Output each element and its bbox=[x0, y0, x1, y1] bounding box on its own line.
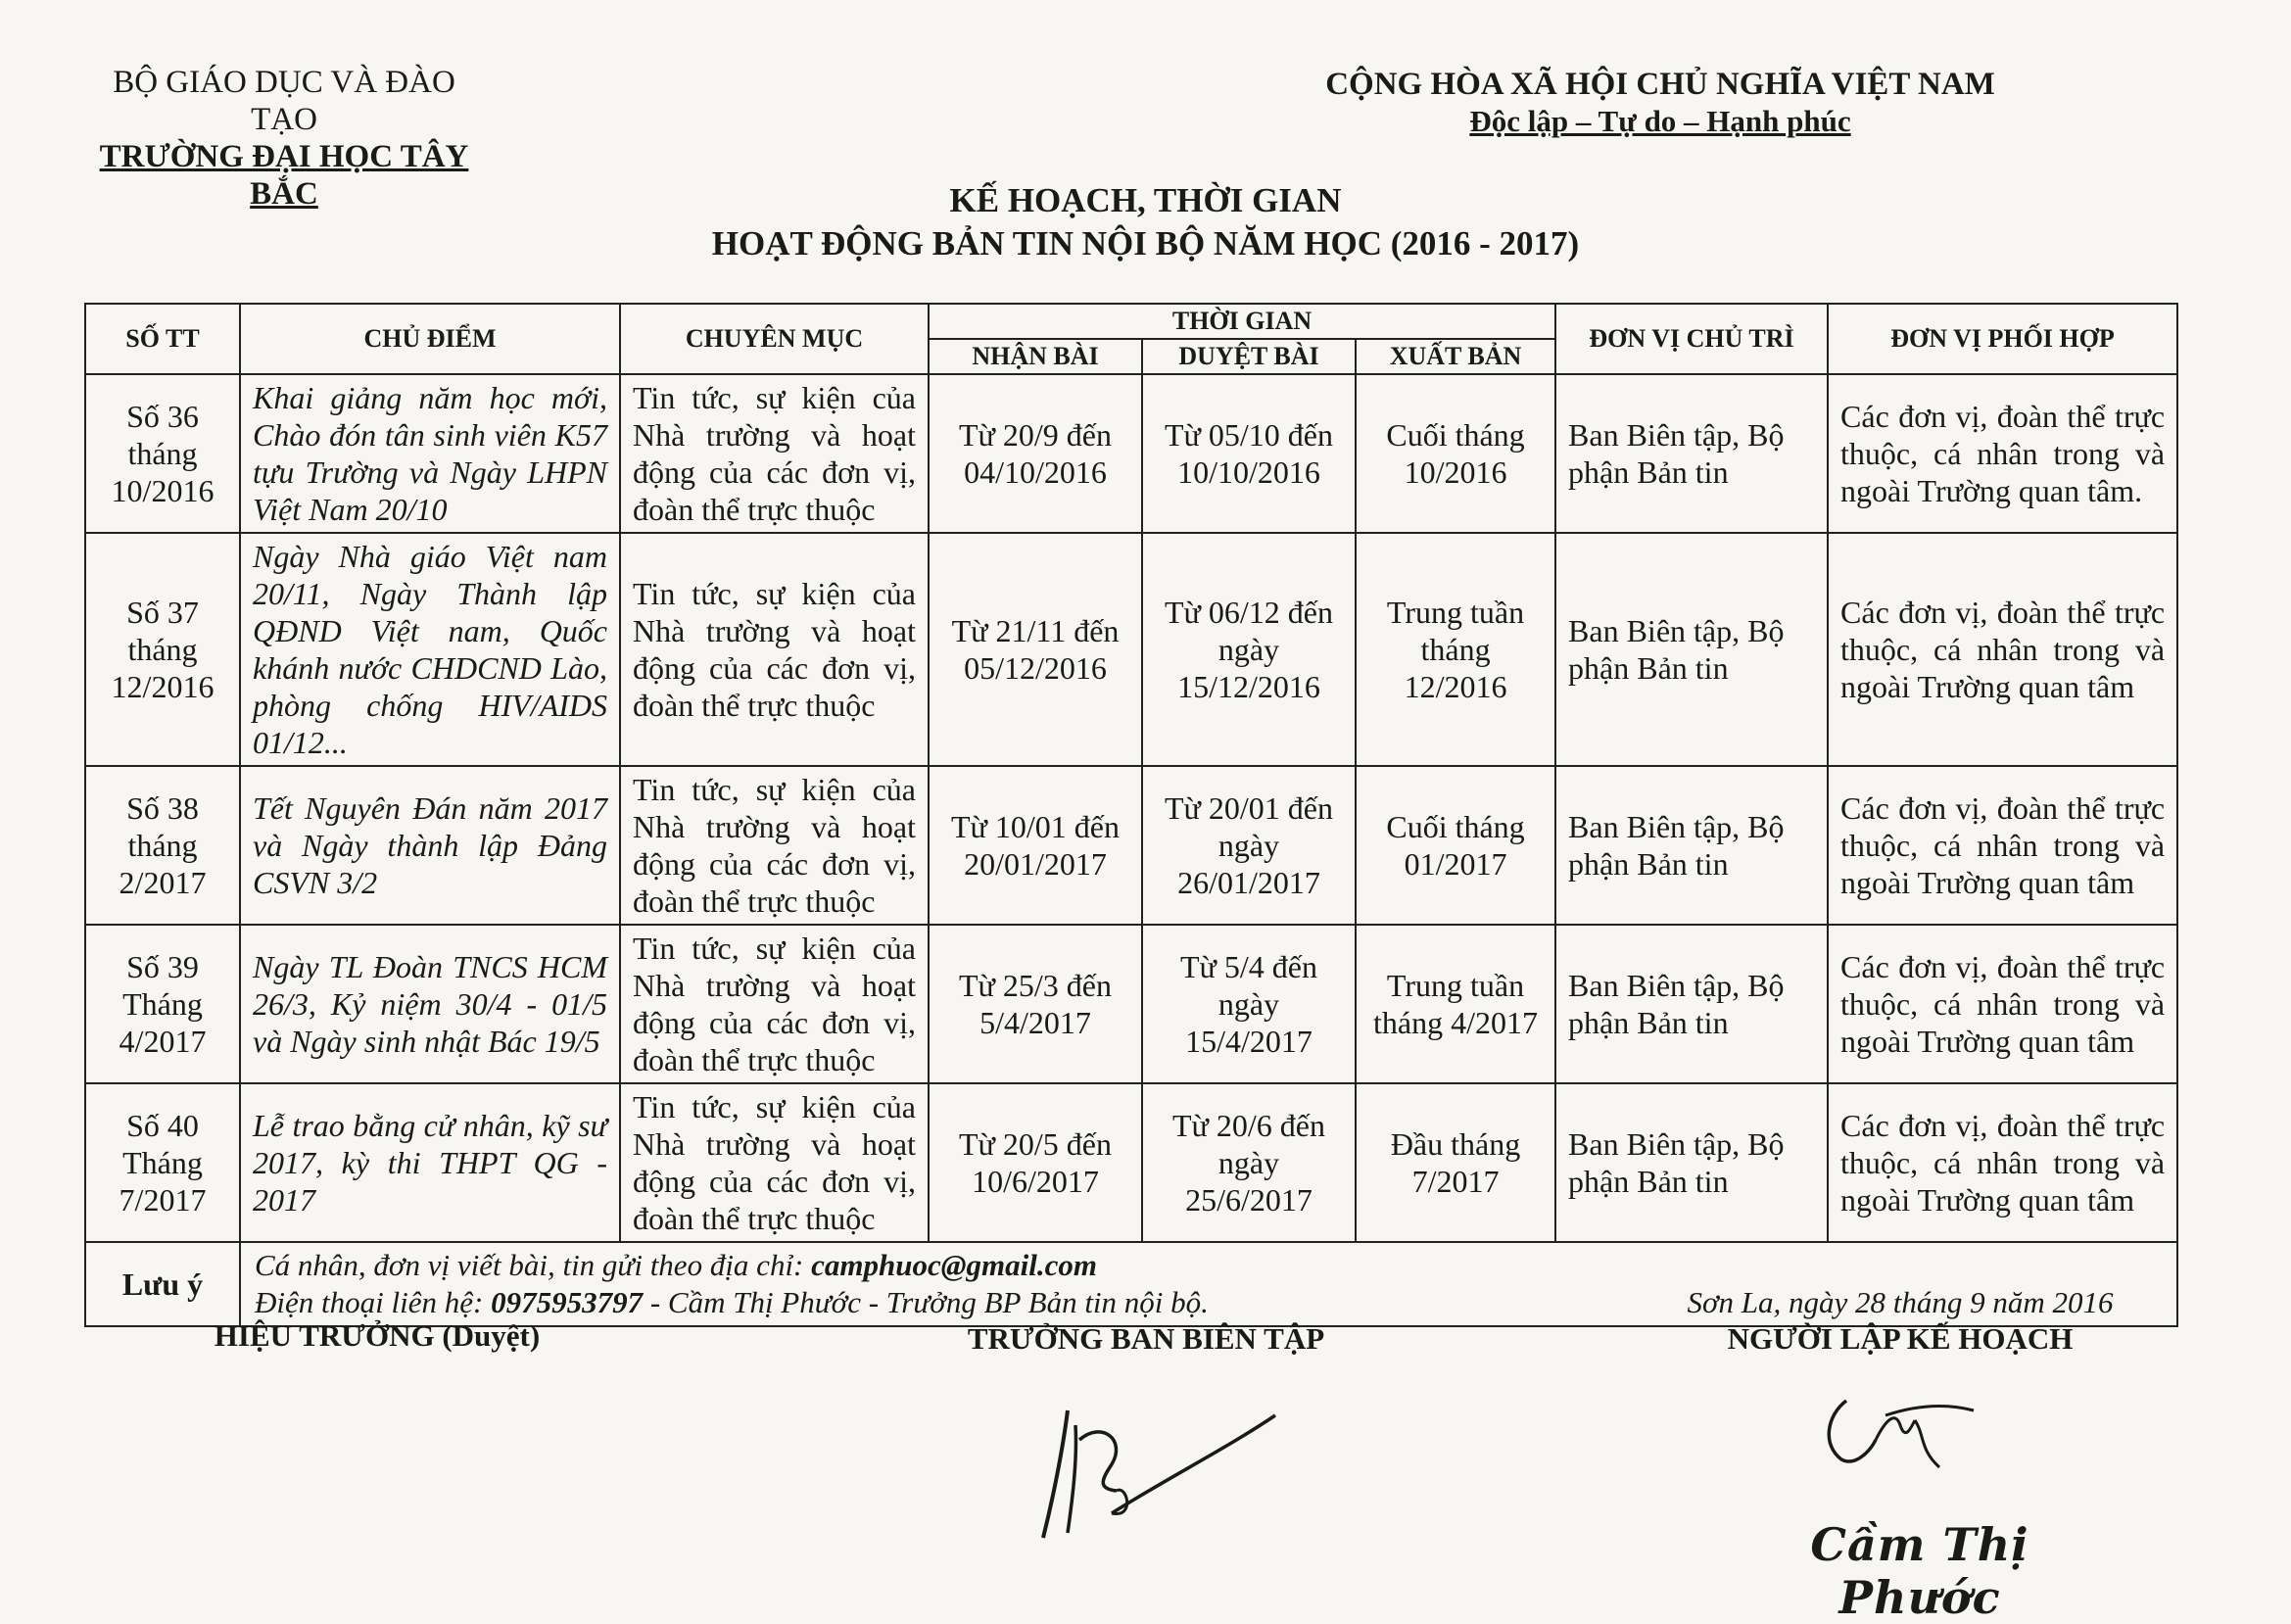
cell-xuat-ban: Cuối tháng 01/2017 bbox=[1356, 766, 1555, 925]
cell-chuyen-muc: Tin tức, sự kiện của Nhà trường và hoạt động của các đơn vị, đoàn thể trực thuộc bbox=[620, 766, 929, 925]
header-chuyen-muc: CHUYÊN MỤC bbox=[620, 304, 929, 374]
editor-signature bbox=[1019, 1371, 1293, 1548]
cell-so-tt: Số 38 tháng 2/2017 bbox=[85, 766, 240, 925]
planner-label: NGƯỜI LẬP KẾ HOẠCH bbox=[1727, 1321, 2074, 1356]
table-row bbox=[85, 925, 2177, 1083]
note-line-2-suffix: - Cầm Thị Phước - Trưởng BP Bản tin nội bộ. bbox=[643, 1285, 1209, 1319]
cell-nhan-bai: Từ 25/3 đến 5/4/2017 bbox=[929, 925, 1142, 1083]
cell-nhan-bai: Từ 20/5 đến 10/6/2017 bbox=[929, 1083, 1142, 1242]
cell-chu-tri: Ban Biên tập, Bộ phận Bản tin bbox=[1555, 374, 1828, 533]
cell-so-tt: Số 36 tháng 10/2016 bbox=[85, 374, 240, 533]
country-name: CỘNG HÒA XÃ HỘI CHỦ NGHĨA VIỆT NAM bbox=[1325, 67, 1995, 102]
cell-nhan-bai: Từ 20/9 đến 04/10/2016 bbox=[929, 374, 1142, 533]
place-date: Sơn La, ngày 28 tháng 9 năm 2016 bbox=[1687, 1285, 2114, 1319]
national-motto: Độc lập – Tự do – Hạnh phúc bbox=[1469, 104, 1851, 138]
cell-chu-tri: Ban Biên tập, Bộ phận Bản tin bbox=[1555, 925, 1828, 1083]
cell-phoi-hop: Các đơn vị, đoàn thể trực thuộc, cá nhân trong và ngoài Trường quan tâm bbox=[1828, 1083, 2177, 1242]
header-nhan-bai: NHẬN BÀI bbox=[929, 339, 1142, 374]
cell-so-tt: Số 40 Tháng 7/2017 bbox=[85, 1083, 240, 1242]
table-row bbox=[85, 374, 2177, 533]
cell-xuat-ban: Cuối tháng 10/2016 bbox=[1356, 374, 1555, 533]
note-line-1 bbox=[255, 1247, 2165, 1284]
contact-email: camphuoc@gmail.com bbox=[811, 1248, 1098, 1282]
cell-duyet-bai: Từ 20/01 đến ngày 26/01/2017 bbox=[1142, 766, 1356, 925]
cell-chu-diem: Khai giảng năm học mới, Chào đón tân sinh viên K57 tựu Trường và Ngày LHPN Việt Nam 20/10 bbox=[240, 374, 620, 533]
cell-xuat-ban: Trung tuần tháng 4/2017 bbox=[1356, 925, 1555, 1083]
cell-duyet-bai: Từ 5/4 đến ngày 15/4/2017 bbox=[1142, 925, 1356, 1083]
cell-chuyen-muc: Tin tức, sự kiện của Nhà trường và hoạt động của các đơn vị, đoàn thể trực thuộc bbox=[620, 1083, 929, 1242]
note-line-1-text: Cá nhân, đơn vị viết bài, tin gửi theo địa chỉ: bbox=[255, 1248, 812, 1282]
cell-chu-diem: Lễ trao bằng cử nhân, kỹ sư 2017, kỳ thi THPT QG - 2017 bbox=[240, 1083, 620, 1242]
header-thoi-gian: THỜI GIAN bbox=[929, 304, 1555, 339]
cell-chuyen-muc: Tin tức, sự kiện của Nhà trường và hoạt động của các đơn vị, đoàn thể trực thuộc bbox=[620, 533, 929, 766]
planner-signature bbox=[1817, 1391, 1993, 1479]
note-label: Lưu ý bbox=[85, 1242, 240, 1326]
table-row bbox=[85, 533, 2177, 766]
cell-chu-tri: Ban Biên tập, Bộ phận Bản tin bbox=[1555, 766, 1828, 925]
cell-chu-diem: Ngày TL Đoàn TNCS HCM 26/3, Kỷ niệm 30/4 - 01/5 và Ngày sinh nhật Bác 19/5 bbox=[240, 925, 620, 1083]
cell-chu-diem: Ngày Nhà giáo Việt nam 20/11, Ngày Thành lập QĐND Việt nam, Quốc khánh nước CHDCND Lào, phòng chống HIV/AIDS 01/12... bbox=[240, 533, 620, 766]
contact-phone: 0975953797 bbox=[491, 1285, 644, 1319]
planner-name: Cầm Thị Phước bbox=[1810, 1518, 2029, 1624]
cell-phoi-hop: Các đơn vị, đoàn thể trực thuộc, cá nhân trong và ngoài Trường quan tâm. bbox=[1828, 374, 2177, 533]
table-row bbox=[85, 766, 2177, 925]
cell-chu-tri: Ban Biên tập, Bộ phận Bản tin bbox=[1555, 1083, 1828, 1242]
header-chu-diem: CHỦ ĐIỂM bbox=[240, 304, 620, 374]
note-line-2-text: Điện thoại liên hệ: bbox=[255, 1285, 492, 1319]
cell-chu-tri: Ban Biên tập, Bộ phận Bản tin bbox=[1555, 533, 1828, 766]
cell-phoi-hop: Các đơn vị, đoàn thể trực thuộc, cá nhân trong và ngoài Trường quan tâm bbox=[1828, 766, 2177, 925]
cell-phoi-hop: Các đơn vị, đoàn thể trực thuộc, cá nhân trong và ngoài Trường quan tâm bbox=[1828, 925, 2177, 1083]
cell-nhan-bai: Từ 10/01 đến 20/01/2017 bbox=[929, 766, 1142, 925]
header-xuat-ban: XUẤT BẢN bbox=[1356, 339, 1555, 374]
principal-label: HIỆU TRƯỞNG (Duyệt) bbox=[214, 1318, 541, 1353]
title-line-2: HOẠT ĐỘNG BẢN TIN NỘI BỘ NĂM HỌC (2016 - 2017) bbox=[711, 224, 1580, 263]
header-don-vi-chu-tri: ĐƠN VỊ CHỦ TRÌ bbox=[1555, 304, 1828, 374]
cell-chu-diem: Tết Nguyên Đán năm 2017 và Ngày thành lập Đảng CSVN 3/2 bbox=[240, 766, 620, 925]
cell-nhan-bai: Từ 21/11 đến 05/12/2016 bbox=[929, 533, 1142, 766]
cell-chuyen-muc: Tin tức, sự kiện của Nhà trường và hoạt động của các đơn vị, đoàn thể trực thuộc bbox=[620, 925, 929, 1083]
cell-xuat-ban: Đầu tháng 7/2017 bbox=[1356, 1083, 1555, 1242]
cell-so-tt: Số 39 Tháng 4/2017 bbox=[85, 925, 240, 1083]
cell-xuat-ban: Trung tuần tháng 12/2016 bbox=[1356, 533, 1555, 766]
cell-chuyen-muc: Tin tức, sự kiện của Nhà trường và hoạt động của các đơn vị, đoàn thể trực thuộc bbox=[620, 374, 929, 533]
cell-phoi-hop: Các đơn vị, đoàn thể trực thuộc, cá nhân trong và ngoài Trường quan tâm bbox=[1828, 533, 2177, 766]
cell-duyet-bai: Từ 20/6 đến ngày 25/6/2017 bbox=[1142, 1083, 1356, 1242]
cell-duyet-bai: Từ 05/10 đến 10/10/2016 bbox=[1142, 374, 1356, 533]
title-line-1: KẾ HOẠCH, THỜI GIAN bbox=[949, 181, 1342, 219]
cell-so-tt: Số 37 tháng 12/2016 bbox=[85, 533, 240, 766]
cell-duyet-bai: Từ 06/12 đến ngày 15/12/2016 bbox=[1142, 533, 1356, 766]
university-name: TRƯỜNG ĐẠI HỌC TÂY BẮC bbox=[99, 139, 469, 212]
header-duyet-bai: DUYỆT BÀI bbox=[1142, 339, 1356, 374]
document-title bbox=[0, 179, 2291, 265]
table-header-row bbox=[85, 304, 2177, 339]
plan-table bbox=[84, 303, 2178, 1327]
header-don-vi-phoi-hop: ĐƠN VỊ PHỐI HỢP bbox=[1828, 304, 2177, 374]
ministry-name: BỘ GIÁO DỤC VÀ ĐÀO TẠO bbox=[113, 65, 455, 137]
editor-in-chief-label: TRƯỞNG BAN BIÊN TẬP bbox=[967, 1321, 1325, 1356]
national-header bbox=[1273, 66, 2047, 140]
table-row bbox=[85, 1083, 2177, 1242]
header-so-tt: SỐ TT bbox=[85, 304, 240, 374]
